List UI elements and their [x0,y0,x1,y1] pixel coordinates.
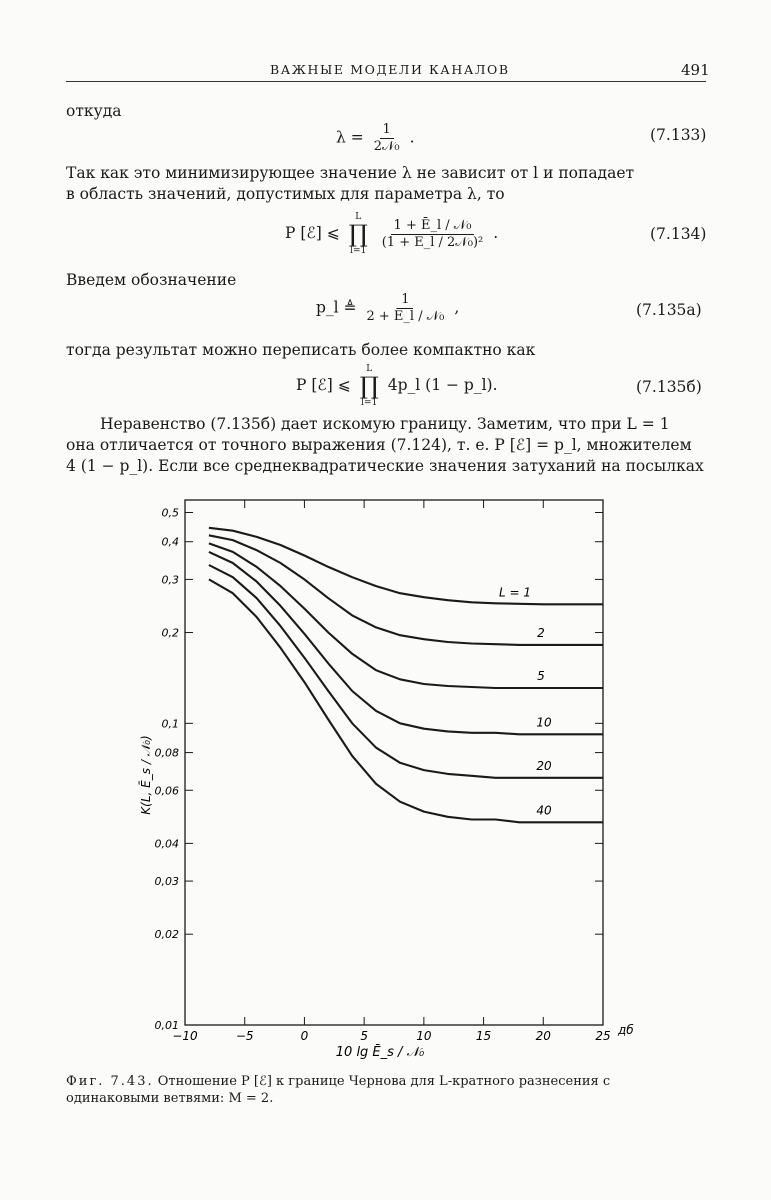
eq-number-7-135b: (7.135б) [636,378,702,396]
eq134-numerator: 1 + Ē_l / 𝒩₀ [391,218,475,235]
y-tick-label: 0,06 [154,784,179,798]
y-tick-label: 0,2 [161,626,179,640]
equation-7-133 [336,122,415,155]
x-tick-label: 5 [360,1029,368,1043]
x-tick-label: 10 [416,1029,432,1043]
series-line [209,552,603,734]
text-introduce: Введем обозначение [66,271,237,289]
series-line [209,543,603,688]
running-title: ВАЖНЫЕ МОДЕЛИ КАНАЛОВ [270,62,510,77]
y-tick-label: 0,03 [154,875,179,889]
eq133-numerator: 1 [380,122,394,139]
y-tick-label: 0,08 [154,746,179,760]
y-tick-label: 0,1 [161,717,179,731]
eq135a-numerator: 1 [398,292,412,309]
page-number: 491 [681,61,710,79]
product-symbol: ∏ [359,372,379,400]
y-tick-label: 0,02 [154,928,179,942]
eq134-denominator: (1 + Ē_l / 2𝒩₀)² [381,234,484,250]
figure-caption [66,1073,706,1107]
eq135b-product [360,364,379,408]
eq134-tail: . [493,224,499,242]
y-tick-label: 0,5 [161,506,179,520]
header-rule [66,81,706,82]
eq135a-denominator: 2 + Ē_l / 𝒩₀ [366,309,445,324]
paragraph-1 [66,163,706,205]
para1-line1: Так как это минимизирующее значение λ не зависит от l и попадает [66,164,635,182]
eq135b-rhs: 4p_l (1 − p_l). [387,376,498,394]
figure-label: Фиг. 7.43. [66,1074,154,1089]
y-axis-label: K(L, Ē_s / 𝒩₀) [139,735,153,815]
eq-number-7-134: (7.134) [650,225,707,243]
equation-7-134 [285,212,498,256]
series-label: 20 [536,758,552,773]
eq133-denominator: 2𝒩₀ [373,139,400,154]
eq133-fraction [371,122,403,155]
series-label: 10 [536,715,552,730]
eq135b-lower-limit: l=1 [361,398,378,408]
y-tick-label: 0,4 [161,535,179,549]
eq135a-tail: , [454,298,460,317]
x-tick-label: −5 [235,1029,254,1043]
series-label: 40 [536,803,552,818]
equation-7-135a [316,292,459,325]
eq-number-7-135a: (7.135а) [636,301,702,319]
para2-line3: 4 (1 − p_l). Если все среднеквадратические значения затуханий на посылках [66,457,704,475]
x-tick-label: 0 [300,1029,309,1043]
y-tick-label: 0,04 [154,837,179,851]
series-label: L = 1 [498,585,532,600]
eq133-tail: . [409,128,415,147]
eq134-upper-limit: L [355,212,362,222]
series-label: 2 [537,625,545,640]
text-whence: откуда [66,102,122,120]
x-unit-label: дб [618,1023,634,1037]
x-tick-label: 15 [475,1029,492,1043]
chernov-ratio-chart [0,490,771,1070]
eq135b-upper-limit: L [366,364,373,374]
series-labels [499,585,552,817]
eq134-lhs: P [ℰ] ⩽ [285,224,340,242]
series-line [209,579,603,822]
para2-line2: она отличается от точного выражения (7.124), т. е. P [ℰ] = p_l, множителем [66,436,692,454]
paragraph-2 [66,414,706,477]
para1-line2: в область значений, допустимых для параметра λ, то [66,185,505,203]
para2-line1: Неравенство (7.135б) дает искомую границу. Заметим, что при L = 1 [100,415,670,433]
x-tick-label: 25 [595,1029,611,1043]
equation-7-135b [296,364,498,408]
caption-text: Отношение P [ℰ] к границе Чернова для L-кратного разнесения с одинаковыми ветвями: M = 2. [66,1074,611,1106]
text-then: тогда результат можно переписать более компактно как [66,341,536,359]
product-symbol: ∏ [348,220,368,248]
y-tick-label: 0,3 [161,573,179,587]
eq135a-fraction [363,292,447,325]
eq-number-7-133: (7.133) [650,126,707,144]
x-tick-label: 20 [535,1029,551,1043]
eq135b-lhs: P [ℰ] ⩽ [296,376,351,394]
series-label: 5 [537,668,545,683]
eq134-lower-limit: l=1 [350,246,367,256]
eq133-lhs: λ = [336,128,364,147]
eq134-product [349,212,368,256]
y-tick-label: 0,01 [154,1019,179,1032]
x-tick-label: −10 [172,1029,198,1043]
eq135a-lhs: p_l ≜ [316,298,357,317]
x-axis-label: 10 lg Ē_s / 𝒩₀ [335,1045,425,1060]
eq134-fraction [379,218,487,251]
